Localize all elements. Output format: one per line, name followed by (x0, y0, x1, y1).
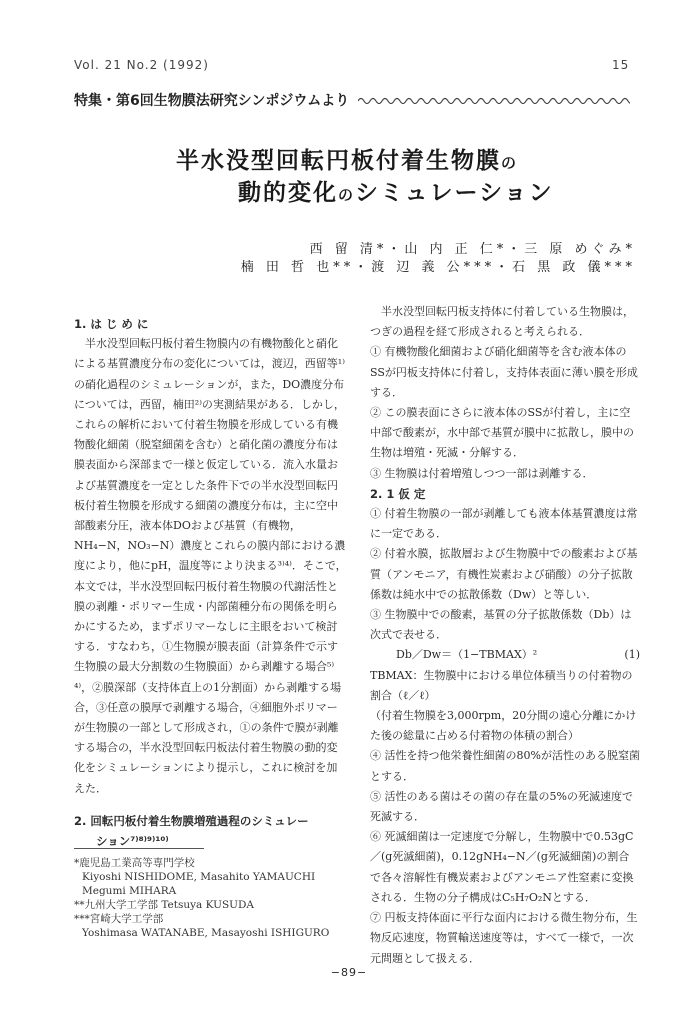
equation-body: Db／Dw＝（1−TBMAX）² (396, 648, 538, 662)
assumption-6: ⑥ 死滅細菌は一定速度で分解し，生物膜中で0.53gC／(g死滅細菌)，0.12gNH₄−N／(g死滅細菌)の割合で各々溶解性有機炭素およびアンモニア性窒素に変換される．生物の分子構成はC₅H₇O₂Nとする． (370, 830, 634, 904)
footnote-affiliation-3: ***宮崎大学工学部 (74, 913, 164, 925)
footnotes (74, 856, 354, 940)
tbmax-definition: TBMAX：生物膜中における単位体積当りの付着物の割合（ℓ／ℓ） (370, 668, 633, 702)
footnote-affiliation-1: *鹿児島工業高等専門学校 (74, 857, 195, 869)
title-particle-2: の (338, 186, 356, 204)
footnote-names-2: Megumi MIHARA (82, 885, 177, 897)
process-intro: 半水没型回転円板支持体に付着している生物膜は，つぎの過程を経て形成されると考えられる． (370, 305, 634, 339)
tbmax-note: （付着生物膜を3,000rpm，20分間の遠心分離にかけた後の総量に占める付着物の体積の割合） (370, 709, 637, 743)
page-number: 15 (612, 58, 630, 72)
assumption-3: ③ 生物膜中での酸素，基質の分子拡散係数（Db）は次式で表せる． (370, 608, 632, 642)
assumption-5: ⑤ 活性のある菌はその菌の存在量の5%の死滅速度で死滅する． (370, 789, 633, 824)
footnote-rule (74, 848, 204, 849)
title-line-1 (176, 142, 518, 175)
equation-number: (1) (624, 648, 640, 662)
journal-header: Vol. 21 No.2 (1992) (74, 58, 209, 72)
series-title: 特集・第6回生物膜法研究シンポジウムより (74, 93, 350, 109)
right-column (370, 302, 640, 969)
left-column (74, 314, 348, 851)
process-step-3: ③ 生物膜は付着増殖しつつ一部は剥離する． (370, 466, 594, 480)
section-1-paragraph: 半水没型回転円板付着生物膜内の有機物酸化と硝化による基質濃度分布の変化については，渡辺，西留等¹⁾の硝化過程のシミュレーションが，また，DO濃度分布については，西留，楠田²⁾の実測結果がある．しかし，これらの解析において付着生物膜を形成している有機物酸化細菌（脱窒細菌を含む）と硝化菌の濃度分布は膜表面から深部まで一様と仮定している．流入水量および基質濃度を一定とした条件下での半水没型回転円板付着生物膜を形成する細菌の濃度分布は，主に空中部酸素分圧，液本体DOおよび基質（有機物，NH₄−N，NO₃−N）濃度とこれらの膜内部における濃度により，他にpH，温度等により決まる³⁾⁴⁾．そこで，本文では，半水没型回転円板付着生物膜の代謝活性と膜の剥離・ポリマー生成・内部菌種分布の関係を明らかにするため，まずポリマーなしに主眼をおいて検討する．すなわち，①生物膜が膜表面（計算条件で示す生物膜の最大分割数の生物膜面）から剥離する場合⁵⁾⁴⁾，②膜深部（支持体直上の1分割面）から剥離する場合，③任意の膜厚で剥離する場合，④細胞外ポリマーが生物膜の一部として形成され，①の条件で膜が剥離する場合の，半水没型回転円板法付着生物膜の動的変化をシミュレーションにより提示し，これに検討を加えた． (74, 337, 347, 795)
assumption-2: ② 付着水膜，拡散層および生物膜中での酸素および基質（アンモニア，有機性炭素および硝酸）の分子拡散係数は純水中での拡散係数（Dw）と等しい． (370, 547, 638, 601)
authors-line-2: 楠 田 哲 也**・渡 辺 義 公***・石 黒 政 儀*** (240, 260, 636, 275)
assumption-1: ① 付着生物膜の一部が剥離しても液本体基質濃度は常に一定である． (370, 507, 638, 541)
footer-page-number: −89− (330, 966, 368, 979)
title-line-2 (238, 174, 554, 207)
footnote-names-1: Kiyoshi NISHIDOME, Masahito YAMAUCHI (82, 871, 316, 883)
authors-line-1: 西 留 清*・山 内 正 仁*・三 原 めぐみ* (309, 242, 636, 257)
equation-1 (370, 645, 640, 665)
process-step-2: ② この膜表面にさらに液本体のSSが付着し，主に空中部で酸素が，水中部で基質が膜中に拡散し，膜中の生物は増殖・死滅・分解する． (370, 406, 634, 460)
title-main-3: シミュレーション (355, 179, 554, 206)
section-2-heading-line-2: ション⁷⁾⁸⁾⁹⁾¹⁰⁾ (96, 834, 169, 849)
title-main-2: 動的変化 (238, 179, 338, 206)
assumption-4: ④ 活性を持つ他栄養性細菌の80%が活性のある脱窒菌とする． (370, 749, 640, 783)
process-step-1: ① 有機物酸化細菌および硝化細菌等を含む液本体のSSが円板支持体に付着し，支持体表面に薄い膜を形成する． (370, 345, 638, 399)
footnote-affiliation-2: **九州大学工学部 Tetsuya KUSUDA (74, 899, 255, 911)
assumption-7: ⑦ 円板支持体面に平行な面内における微生物分布，生物反応速度，物質輸送速度等は，すべて一様で，一次元問題として扱える． (370, 911, 638, 965)
title-main-1: 半水没型回転円板付着生物膜 (176, 147, 501, 174)
section-2-heading-line-1: 2. 回転円板付着生物膜増殖過程のシミュレー (74, 813, 309, 828)
wave-ornament (358, 94, 630, 108)
footnote-names-3: Yoshimasa WATANABE, Masayoshi ISHIGURO (82, 927, 330, 939)
title-particle-1: の (501, 154, 519, 172)
section-2-1-heading: 2. 1 仮 定 (370, 486, 426, 501)
section-1-heading: 1. は じ め に (74, 317, 149, 331)
